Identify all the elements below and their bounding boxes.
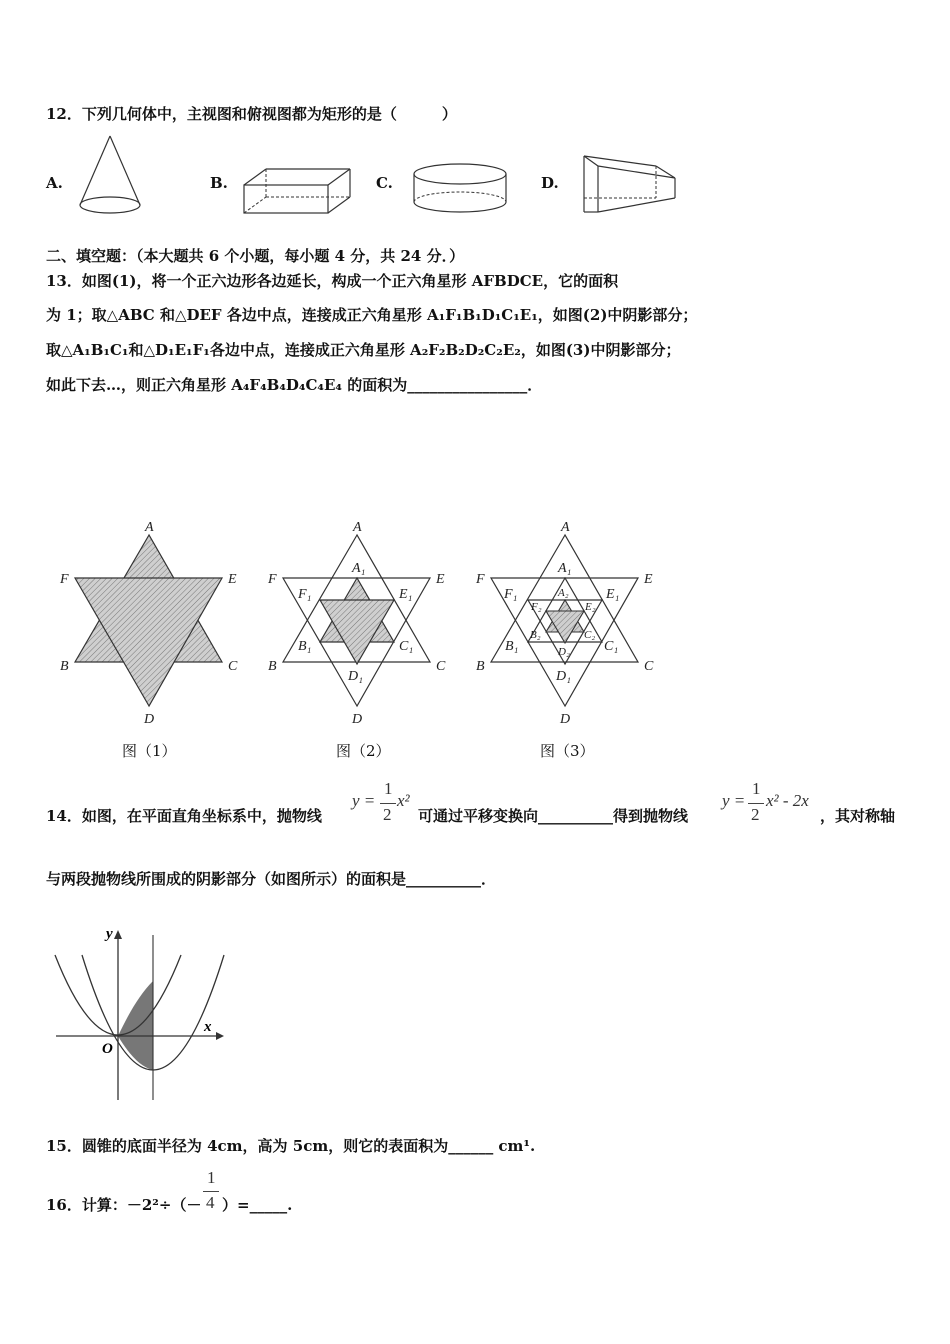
- shaded-region: [118, 981, 153, 1070]
- eq2-rhs: x² - 2x: [766, 791, 809, 810]
- eq1-numerator: 1: [384, 779, 393, 798]
- figure-1-caption: 图（1）: [122, 742, 177, 760]
- fig1-label-d: D: [144, 712, 155, 727]
- q16-suffix: ）=_____.: [222, 1196, 293, 1214]
- q13-line4: 如此下去…，则正六角星形 A₄F₄B₄D₄C₄E₄ 的面积为________________．: [46, 376, 543, 394]
- fig3-label-b2: B₂: [530, 629, 541, 641]
- fig1-label-a: A: [145, 520, 154, 535]
- fig2-label-c1: C₁: [399, 639, 414, 654]
- q16-prefix: 16．计算：－2²÷（－: [46, 1196, 202, 1214]
- fig2-label-d: D: [352, 712, 363, 727]
- figure-3: [475, 520, 654, 727]
- figure-1: [59, 520, 238, 727]
- fig2-label-d1: D₁: [348, 669, 363, 684]
- q13-line2: 为 1；取△ABC 和△DEF 各边中点，连接成正六角星形 A₁F₁B₁D₁C₁E₁，如图(2)中阴影部分；: [46, 306, 698, 324]
- q14-part3: ，其对称轴: [820, 807, 896, 825]
- fig1-label-b: B: [60, 659, 69, 674]
- q12-option-c: C.: [376, 174, 393, 192]
- fig2-label-a1: A₁: [352, 561, 366, 576]
- figure-2-caption: 图（2）: [336, 742, 391, 760]
- q12-text: 12．下列几何体中，主视图和俯视图都为矩形的是（ ）: [46, 105, 457, 123]
- q14-part2: 可通过平移变换向__________得到抛物线: [418, 807, 689, 825]
- x-axis-arrow: [216, 1032, 224, 1040]
- q16-frac-numerator: 1: [207, 1168, 216, 1187]
- figure-3-caption: 图（3）: [540, 742, 595, 760]
- eq1-fraction-bar: [380, 803, 396, 804]
- q14-line2: 与两段抛物线所围成的阴影部分（如图所示）的面积是__________．: [46, 870, 497, 888]
- fig3-label-e1: E₁: [606, 587, 620, 602]
- fig1-label-c: C: [228, 659, 238, 674]
- fig1-label-e: E: [228, 572, 237, 587]
- fig2-label-a: A: [353, 520, 362, 535]
- eq1-denominator: 2: [383, 805, 392, 824]
- fig2-label-b1: B₁: [298, 639, 312, 654]
- fig3-label-e2: E₂: [585, 601, 596, 613]
- q12-option-b: B.: [210, 174, 228, 192]
- fig2-label-b: B: [268, 659, 277, 674]
- fig3-label-f1: F₁: [504, 587, 518, 602]
- fig2-label-e1: E₁: [399, 587, 413, 602]
- q14-part1: 14．如图，在平面直角坐标系中，抛物线: [46, 807, 322, 825]
- fig2-label-f1: F₁: [298, 587, 312, 602]
- fig3-label-f2: F₂: [531, 601, 542, 613]
- q12-option-d: D.: [541, 174, 559, 192]
- y-axis-label: y: [106, 926, 113, 942]
- eq1-rhs: x²: [397, 791, 410, 810]
- eq2-fraction-bar: [748, 803, 764, 804]
- fig3-label-d2: D₂: [558, 646, 570, 658]
- eq2-denominator: 2: [751, 805, 760, 824]
- fig2-label-f: F: [268, 572, 277, 587]
- fig3-label-c: C: [644, 659, 654, 674]
- fig3-label-a1: A₁: [558, 561, 572, 576]
- q16-frac-denominator: 4: [206, 1193, 215, 1212]
- q16-fraction-bar: [203, 1191, 219, 1192]
- fig3-label-e: E: [644, 572, 653, 587]
- parabola-graph: [50, 925, 230, 1105]
- q13-line3: 取△A₁B₁C₁和△D₁E₁F₁各边中点，连接成正六角星形 A₂F₂B₂D₂C₂E₂，如图(3)中阴影部分；: [46, 341, 681, 359]
- fig3-label-b: B: [476, 659, 485, 674]
- origin-label: O: [102, 1041, 113, 1057]
- fig2-label-e: E: [436, 572, 445, 587]
- fig1-label-f: F: [60, 572, 69, 587]
- y-axis-arrow: [114, 930, 122, 939]
- fig3-label-f: F: [476, 572, 485, 587]
- x-axis-label: x: [204, 1019, 212, 1035]
- figure-2: [267, 520, 446, 727]
- eq1-lhs: y =: [352, 791, 376, 810]
- eq2-lhs: y =: [722, 791, 746, 810]
- fig3-label-d: D: [560, 712, 571, 727]
- fig3-label-b1: B₁: [505, 639, 519, 654]
- section2-heading: 二、填空题：（本大题共 6 个小题，每小题 4 分，共 24 分．）: [46, 247, 465, 265]
- fig3-label-a: A: [561, 520, 570, 535]
- fig3-label-d1: D₁: [556, 669, 571, 684]
- q15-text: 15．圆锥的底面半径为 4cm，高为 5cm，则它的表面积为______ cm¹.: [46, 1137, 536, 1155]
- fig3-label-c2: C₂: [584, 629, 596, 641]
- fig3-label-a2: A₂: [558, 587, 569, 599]
- q13-line1: 13．如图(1)，将一个正六边形各边延长，构成一个正六角星形 AFBDCE，它的面积: [46, 272, 619, 290]
- fig3-label-c1: C₁: [604, 639, 619, 654]
- q12-option-a: A.: [46, 174, 63, 192]
- fig2-label-c: C: [436, 659, 446, 674]
- eq2-numerator: 1: [752, 779, 761, 798]
